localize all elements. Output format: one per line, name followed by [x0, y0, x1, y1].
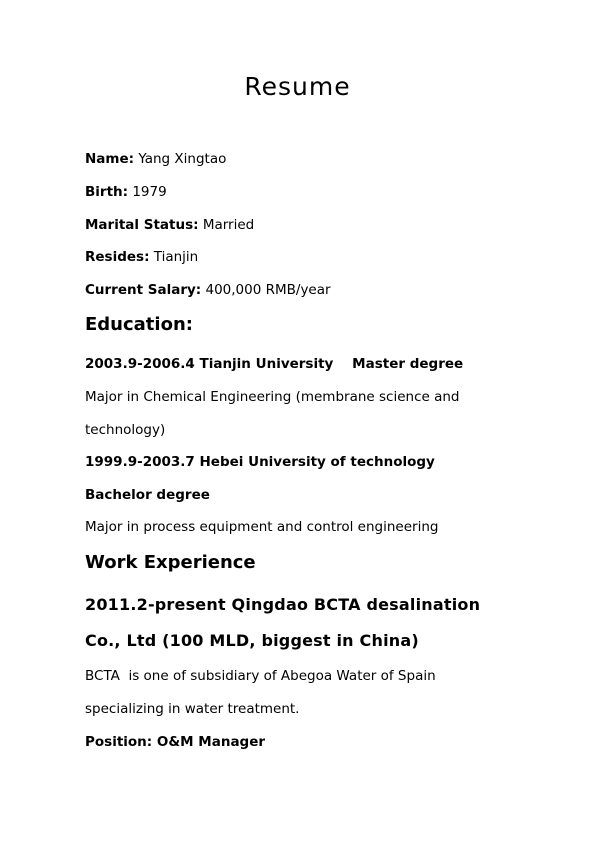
page-title: Resume: [244, 72, 351, 101]
education-entry-2-title: [85, 454, 435, 470]
work-entry-1-position-value: O&M Manager: [156, 734, 266, 750]
current-salary-value: 400,000 RMB/year: [205, 282, 331, 298]
work-entry-1-desc-line2: specializing in water treatment.: [85, 701, 300, 717]
name-row: [85, 151, 226, 167]
marital-status-row: [85, 217, 254, 233]
education-entry-1-major-line1: Major in Chemical Engineering (membrane science and: [85, 389, 460, 405]
marital-status-value: Married: [202, 217, 255, 233]
current-salary-label: Current Salary:: [85, 282, 202, 298]
birth-value: 1979: [132, 184, 167, 200]
education-entry-1-degree: Master degree: [352, 356, 464, 372]
work-experience-heading: Work Experience: [85, 552, 256, 573]
work-entry-1-position-row: [85, 734, 265, 750]
current-salary-row: [85, 282, 331, 298]
resides-label: Resides:: [85, 249, 150, 265]
work-entry-1-title-line1: 2011.2-present Qingdao BCTA desalination: [85, 595, 481, 614]
work-entry-1-desc-line1: BCTA is one of subsidiary of Abegoa Water of Spain: [85, 668, 436, 684]
education-heading: Education:: [85, 314, 193, 335]
resides-value: Tianjin: [153, 249, 199, 265]
education-entry-2-major-line1: Major in process equipment and control engineering: [85, 519, 439, 535]
education-entry-2-school: Hebei University of technology: [199, 454, 435, 470]
resides-row: [85, 249, 198, 265]
education-entry-1-major-line2: technology): [85, 422, 166, 438]
education-entry-1-school: Tianjin University: [199, 356, 334, 372]
education-entry-1-period: 2003.9-2006.4: [85, 356, 195, 372]
marital-status-label: Marital Status:: [85, 217, 199, 233]
birth-label: Birth:: [85, 184, 129, 200]
name-label: Name:: [85, 151, 135, 167]
birth-row: [85, 184, 167, 200]
name-value: Yang Xingtao: [138, 151, 227, 167]
education-entry-1-title: [85, 356, 463, 372]
work-entry-1-title-line2: Co., Ltd (100 MLD, biggest in China): [85, 631, 419, 650]
education-entry-2-degree: Bachelor degree: [85, 487, 210, 503]
education-entry-2-period: 1999.9-2003.7: [85, 454, 195, 470]
work-entry-1-position-label: Position:: [85, 734, 153, 750]
